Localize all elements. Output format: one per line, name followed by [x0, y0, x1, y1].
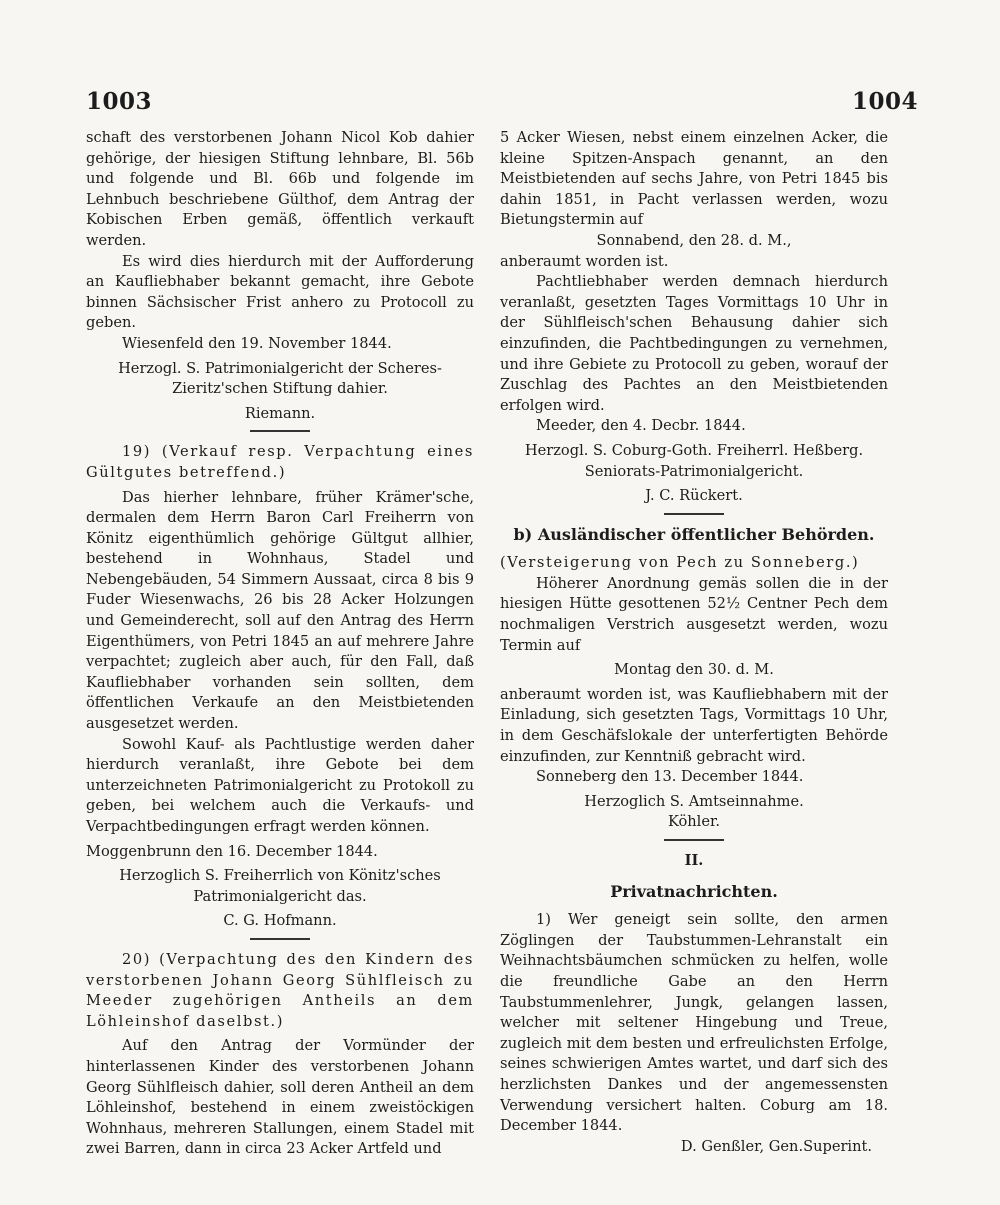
item-title: 20) (Verpachtung des den Kindern des verstorbenen Johann Georg Sühlfleisch zu Meeder zugehörigen Antheils an dem Löhleinshof daselbst.)	[86, 950, 474, 1030]
signature-authority: Herzoglich S. Amtseinnahme.	[584, 792, 804, 810]
section-number: II.	[684, 852, 704, 869]
signature-authority: Patrimonialgericht das.	[193, 887, 367, 905]
term-line: Montag den 30. d. M.	[614, 661, 774, 679]
paragraph: 5 Acker Wiesen, nebst einem einzelnen Acker, die kleine Spitzen-Anspach genannt, an den Meistbietenden auf sechs Jahre, von Petri 1845 bis dahin 1851, in Pacht verlassen werden, wozu Bietungstermin auf	[500, 129, 888, 229]
date-line: Sonneberg den 13. December 1844.	[536, 768, 804, 786]
paragraph: Das hierher lehnbare, früher Krämer'sche, dermalen dem Herrn Baron Carl Freiherrn von Könitz eigenthümlich gehörige Gültgut allhier, bestehend in Wohnhaus, Stadel und Nebengebäuden, 54 Simmern Aussaat, circa 8 bis 9 Fuder Wiesenwachs, 26 bis 28 Acker Holzungen und Gemeinderecht, soll auf den Antrag des Herrn Eigenthümers, von Petri 1845 an auf mehrere Jahre verpachtet; zugleich aber auch, für den Fall, daß Kaufliebhaber vorhanden sein sollten, dem öffentlichen Verkaufe an den Meistbietenden ausgesetzet werden.	[86, 488, 474, 733]
signature-authority: Herzogl. S. Patrimonialgericht der Scheres-	[118, 359, 442, 377]
paragraph: Höherer Anordnung gemäs sollen die in der hiesigen Hütte gesottenen 52½ Centner Pech dem nochmaligen Verstrich ausgesetzt werden, wozu Termin auf	[500, 574, 888, 654]
paragraph: anberaumt worden ist.	[500, 252, 669, 270]
term-line: Sonnabend, den 28. d. M.,	[596, 231, 792, 249]
signature-name: Köhler.	[667, 813, 720, 831]
signature-name: D. Genßler, Gen.Superint.	[680, 1137, 872, 1155]
signature-name: Riemann.	[244, 404, 316, 422]
paragraph: 1) Wer geneigt sein sollte, den armen Zöglingen der Taubstummen-Lehranstalt ein Weihnachtsbäumchen schmücken zu helfen, wolle die freundliche Gabe an den Herrn Taubstummenlehrer, Jungk, gelangen lassen, welcher mit seltener Hingebung und Treue, zugleich mit dem besten und erfreulichsten Erfolge, seines schwierigen Amtes wartet, und darf sich des herzlichsten Dankes und der angemessensten Verwendung versichert halten. Coburg am 18. December 1844.	[500, 911, 888, 1135]
item-title: 19) (Verkauf resp. Verpachtung eines Gültgutes betreffend.)	[86, 443, 474, 481]
signature-authority: Herzoglich S. Freiherrlich von Könitz'sches	[119, 867, 441, 885]
date-line: Moggenbrunn den 16. December 1844.	[86, 842, 378, 860]
paragraph: Pachtliebhaber werden demnach hierdurch veranlaßt, gesetzten Tages Vormittags 10 Uhr in der Sühlfleisch'schen Behausung dahier sich einzufinden, die Pachtbedingungen zu vernehmen, und ihre Gebiete zu Protocoll zu geben, worauf der Zuschlag des Pachtes an den Meistbietenden erfolgen wird.	[500, 273, 888, 414]
signature-authority: Herzogl. S. Coburg-Goth. Freiherrl. Heßberg.	[524, 441, 864, 459]
right-column	[500, 128, 888, 1157]
left-column	[86, 128, 474, 1160]
signature-authority: Seniorats-Patrimonialgericht.	[584, 462, 804, 480]
paragraph: Es wird dies hierdurch mit der Aufforderung an Kaufliebhaber bekannt gemacht, ihre Gebote binnen Sächsischer Frist anhero zu Protocoll zu geben.	[86, 252, 474, 332]
section-heading: Privatnachrichten.	[610, 881, 778, 901]
item-title: (Versteigerung von Pech zu Sonneberg.)	[500, 554, 860, 572]
page-number-left: 1003	[86, 88, 153, 115]
divider	[664, 513, 724, 515]
signature-name: J. C. Rückert.	[645, 487, 743, 505]
paragraph: Sowohl Kauf- als Pachtlustige werden daher hierdurch veranlaßt, ihre Gebote bei dem unterzeichneten Patrimonialgericht zu Protokoll zu geben, bei welchem auch die Verkaufs- und Verpachtbedingungen erfragt werden können.	[86, 735, 474, 835]
section-heading: b) Ausländischer öffentlicher Behörden.	[513, 524, 875, 544]
date-line: Meeder, den 4. Decbr. 1844.	[536, 417, 746, 435]
paragraph: anberaumt worden ist, was Kaufliebhabern mit der Einladung, sich gesetzten Tags, Vormittags 10 Uhr, in dem Geschäfslokale der unterfertigten Behörde einzufinden, zur Kenntniß gebracht wird.	[500, 685, 888, 765]
paragraph: schaft des verstorbenen Johann Nicol Kob dahier gehörige, der hiesigen Stiftung lehnbare, Bl. 56b und folgende und Bl. 66b und folgende im Lehnbuch beschriebene Gülthof, dem Antrag der Kobischen Erben gemäß, öffentlich verkauft werden.	[86, 129, 474, 249]
signature-name: C. G. Hofmann.	[223, 912, 337, 930]
paragraph: Auf den Antrag der Vormünder der hinterlassenen Kinder des verstorbenen Johann Georg Sühlfleisch dahier, soll deren Antheil an dem Löhleinshof, bestehend in einem zweistöckigen Wohnhaus, mehreren Stallungen, einem Stadel mit zwei Barren, dann in circa 23 Acker Artfeld und	[86, 1037, 474, 1158]
divider	[250, 430, 310, 432]
divider	[664, 839, 724, 841]
divider	[250, 938, 310, 940]
signature-authority: Zieritz'schen Stiftung dahier.	[172, 380, 388, 398]
date-line: Wiesenfeld den 19. November 1844.	[122, 334, 392, 352]
page-number-right: 1004	[852, 88, 919, 115]
